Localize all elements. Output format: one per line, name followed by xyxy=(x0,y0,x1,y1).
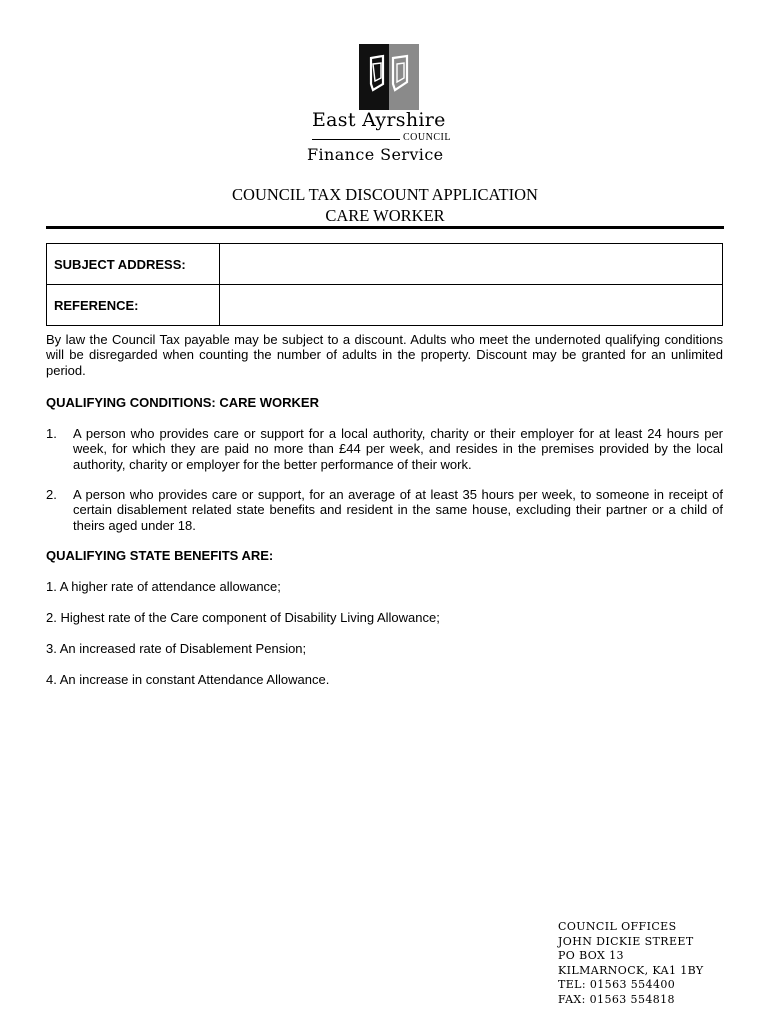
council-name: East Ayrshire xyxy=(312,109,446,131)
telephone-line: TEL: 01563 554400 xyxy=(558,978,676,992)
title-divider xyxy=(46,226,724,229)
address-line: COUNCIL OFFICES xyxy=(558,920,677,933)
condition-number: 2. xyxy=(46,487,57,502)
condition-number: 1. xyxy=(46,426,57,441)
subject-address-label: SUBJECT ADDRESS: xyxy=(47,244,220,285)
address-line: KILMARNOCK, KA1 1BY xyxy=(558,963,704,977)
council-office-address xyxy=(558,920,704,1008)
address-line: JOHN DICKIE STREET xyxy=(558,934,694,948)
intro-paragraph: By law the Council Tax payable may be subject to a discount. Adults who meet the undernoted qualifying conditions will be disregarded when counting the number of adults in the property. Discount may be granted for an unlimited period. xyxy=(46,332,723,378)
reference-label: REFERENCE: xyxy=(47,285,220,326)
condition-text: A person who provides care or support for a local authority, charity or their employer for at least 24 hours per week, for which they are paid no more than £44 per week, and resides in the premises provided by the local authority, charity or employer for the better performance of their work. xyxy=(73,426,723,472)
document-title: COUNCIL TAX DISCOUNT APPLICATION xyxy=(232,185,538,204)
reference-field[interactable] xyxy=(220,285,723,326)
address-line: PO BOX 13 xyxy=(558,949,624,963)
fax-line: FAX: 01563 554818 xyxy=(558,992,675,1006)
council-subtitle: COUNCIL xyxy=(403,132,451,143)
reference-row xyxy=(47,285,723,326)
document-subtitle: CARE WORKER xyxy=(325,206,445,225)
condition-text: A person who provides care or support, for an average of at least 35 hours per week, to someone in receipt of certain disablement related state benefits and resident in the same house, excluding their partner or a child of theirs aged under 18. xyxy=(73,487,723,533)
benefits-heading: QUALIFYING STATE BENEFITS ARE: xyxy=(46,548,274,563)
benefit-item-3: 3. An increased rate of Disablement Pension; xyxy=(46,641,307,656)
subject-address-row xyxy=(47,244,723,285)
subject-details-table xyxy=(46,243,723,326)
conditions-heading: QUALIFYING CONDITIONS: CARE WORKER xyxy=(46,395,319,410)
subject-address-field[interactable] xyxy=(220,244,723,285)
benefit-item-1: 1. A higher rate of attendance allowance; xyxy=(46,579,281,594)
benefit-item-4: 4. An increase in constant Attendance Allowance. xyxy=(46,672,330,687)
condition-item-2 xyxy=(46,487,723,533)
council-name-rule xyxy=(312,139,400,140)
condition-item-1 xyxy=(46,426,723,472)
benefit-item-2: 2. Highest rate of the Care component of Disability Living Allowance; xyxy=(46,610,440,625)
service-name: Finance Service xyxy=(307,145,444,164)
council-crest-logo xyxy=(359,44,419,110)
